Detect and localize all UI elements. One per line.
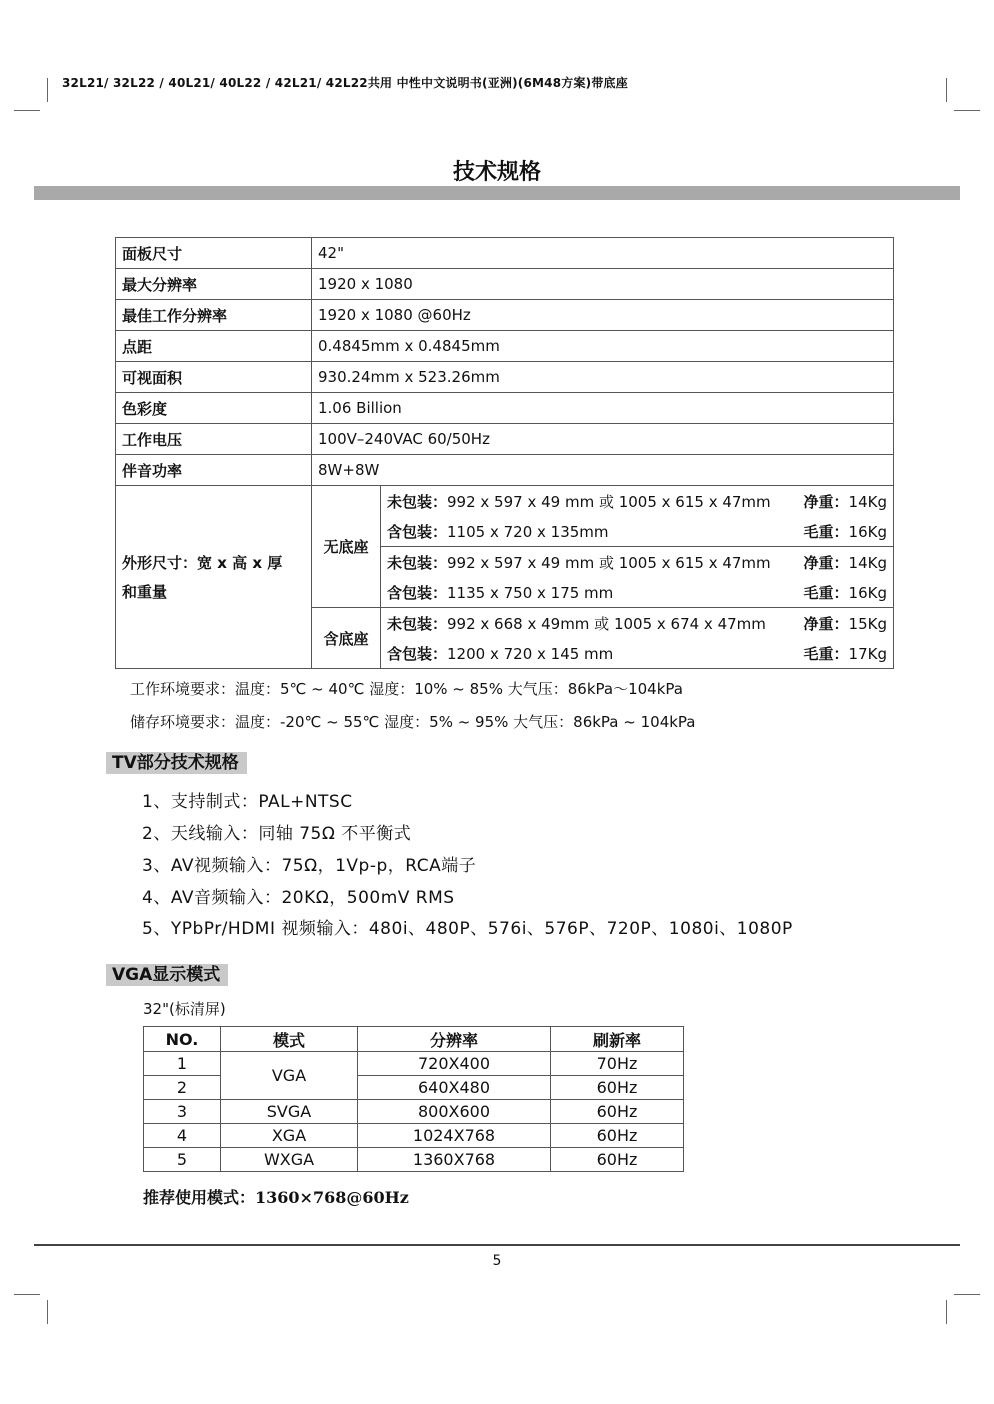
pack-label: 含包装： xyxy=(387,644,448,663)
pack-label: 未包装： xyxy=(387,614,448,633)
mode-resolution: 640X480 xyxy=(358,1076,551,1100)
crop-mark-bottom-left-v xyxy=(47,1300,48,1324)
table-row xyxy=(116,300,894,331)
mode-no: 3 xyxy=(144,1100,221,1124)
table-row xyxy=(116,455,894,486)
size-value: 992 x 597 x 49 mm 或 1005 x 615 x 47mm xyxy=(447,553,771,572)
crop-mark-bottom-right-h xyxy=(954,1294,980,1295)
vga-table xyxy=(143,1026,684,1172)
column-header: NO. xyxy=(144,1027,221,1052)
mode-resolution: 720X400 xyxy=(358,1052,551,1076)
dimension-line xyxy=(381,486,894,517)
column-header: 刷新率 xyxy=(551,1027,684,1052)
spec-label: 伴音功率 xyxy=(116,455,312,486)
table-row xyxy=(116,269,894,300)
dimension-line xyxy=(381,547,894,578)
tv-spec-item: 4、AV音频输入：20KΩ，500mV RMS xyxy=(142,888,455,908)
dimension-line xyxy=(381,577,894,608)
weight-label: 毛重： xyxy=(803,583,849,602)
crop-mark-top-left-v xyxy=(47,78,48,102)
table-row xyxy=(144,1148,684,1172)
tv-section-title: TV部分技术规格 xyxy=(106,752,247,774)
weight-label: 净重： xyxy=(803,553,849,572)
crop-mark-top-left-h xyxy=(14,110,40,111)
spec-value: 42" xyxy=(312,238,894,269)
table-row xyxy=(116,362,894,393)
mode-name: SVGA xyxy=(221,1100,358,1124)
spec-label: 工作电压 xyxy=(116,424,312,455)
vga-section-title: VGA显示模式 xyxy=(106,964,228,986)
spec-value: 0.4845mm x 0.4845mm xyxy=(312,331,894,362)
mode-no: 2 xyxy=(144,1076,221,1100)
group-name: 含底座 xyxy=(312,608,381,669)
weight-label: 毛重： xyxy=(803,522,849,541)
spec-value: 1.06 Billion xyxy=(312,393,894,424)
pack-label: 未包装： xyxy=(387,553,448,572)
spec-value: 1920 x 1080 @60Hz xyxy=(312,300,894,331)
dimension-line xyxy=(381,516,894,547)
dimension-line xyxy=(381,608,894,639)
recommended-mode: 推荐使用模式：1360×768@60Hz xyxy=(143,1188,409,1207)
mode-resolution: 1024X768 xyxy=(358,1124,551,1148)
crop-mark-bottom-right-v xyxy=(946,1300,947,1324)
group-name: 无底座 xyxy=(312,486,381,608)
pack-label: 未包装： xyxy=(387,492,448,511)
weight-value: 14Kg xyxy=(848,492,887,511)
spec-label: 最大分辨率 xyxy=(116,269,312,300)
mode-no: 4 xyxy=(144,1124,221,1148)
table-row xyxy=(116,486,894,517)
tv-spec-item: 1、支持制式：PAL+NTSC xyxy=(142,792,353,812)
column-header: 分辨率 xyxy=(358,1027,551,1052)
table-row xyxy=(116,331,894,362)
weight-value: 14Kg xyxy=(848,553,887,572)
mode-refresh: 60Hz xyxy=(551,1124,684,1148)
size-value: 1200 x 720 x 145 mm xyxy=(447,644,614,663)
size-value: 992 x 597 x 49 mm 或 1005 x 615 x 47mm xyxy=(447,492,771,511)
mode-resolution: 1360X768 xyxy=(358,1148,551,1172)
mode-refresh: 60Hz xyxy=(551,1076,684,1100)
dimensions-label xyxy=(116,486,312,669)
size-value: 1135 x 750 x 175 mm xyxy=(447,583,614,602)
dimensions-label-line1: 外形尺寸：宽 x 高 x 厚 xyxy=(122,554,283,572)
size-value: 1105 x 720 x 135mm xyxy=(447,522,609,541)
dimensions-label-line2: 和重量 xyxy=(122,583,168,601)
mode-no: 5 xyxy=(144,1148,221,1172)
mode-name: XGA xyxy=(221,1124,358,1148)
crop-mark-top-right-v xyxy=(946,78,947,102)
title-divider-bar xyxy=(34,186,960,200)
storage-environment: 储存环境要求：温度：-20℃ ~ 55℃ 湿度：5% ~ 95% 大气压：86kPa ~ 104kPa xyxy=(130,713,696,731)
weight-value: 16Kg xyxy=(848,583,887,602)
dimension-line xyxy=(381,638,894,669)
mode-refresh: 60Hz xyxy=(551,1100,684,1124)
mode-refresh: 70Hz xyxy=(551,1052,684,1076)
weight-value: 15Kg xyxy=(848,614,887,633)
mode-resolution: 800X600 xyxy=(358,1100,551,1124)
table-header-row xyxy=(144,1027,684,1052)
spec-label: 可视面积 xyxy=(116,362,312,393)
spec-value: 1920 x 1080 xyxy=(312,269,894,300)
crop-mark-bottom-left-h xyxy=(14,1294,40,1295)
spec-label: 色彩度 xyxy=(116,393,312,424)
weight-value: 17Kg xyxy=(848,644,887,663)
spec-label: 面板尺寸 xyxy=(116,238,312,269)
page-number: 5 xyxy=(492,1253,502,1269)
spec-label: 点距 xyxy=(116,331,312,362)
table-row xyxy=(116,393,894,424)
pack-label: 含包装： xyxy=(387,522,448,541)
weight-value: 16Kg xyxy=(848,522,887,541)
tv-spec-item: 2、天线输入：同轴 75Ω 不平衡式 xyxy=(142,824,412,844)
document-header: 32L21/ 32L22 / 40L21/ 40L22 / 42L21/ 42L22共用 中性中文说明书(亚洲)(6M48方案)带底座 xyxy=(62,76,628,90)
footer-divider xyxy=(34,1244,960,1246)
crop-mark-top-right-h xyxy=(954,110,980,111)
column-header: 模式 xyxy=(221,1027,358,1052)
tv-spec-item: 5、YPbPr/HDMI 视频输入：480i、480P、576i、576P、720P、1080i、1080P xyxy=(142,919,793,939)
spec-label: 最佳工作分辨率 xyxy=(116,300,312,331)
mode-no: 1 xyxy=(144,1052,221,1076)
pack-label: 含包装： xyxy=(387,583,448,602)
table-row xyxy=(116,424,894,455)
table-row xyxy=(144,1124,684,1148)
size-value: 992 x 668 x 49mm 或 1005 x 674 x 47mm xyxy=(447,614,766,633)
table-row xyxy=(144,1052,684,1076)
mode-refresh: 60Hz xyxy=(551,1148,684,1172)
weight-label: 净重： xyxy=(803,492,849,511)
spec-value: 930.24mm x 523.26mm xyxy=(312,362,894,393)
operating-environment: 工作环境要求：温度：5℃ ~ 40℃ 湿度：10% ~ 85% 大气压：86kPa～104kPa xyxy=(130,680,683,698)
mode-name: WXGA xyxy=(221,1148,358,1172)
spec-value: 8W+8W xyxy=(312,455,894,486)
tv-spec-item: 3、AV视频输入：75Ω，1Vp-p，RCA端子 xyxy=(142,856,477,876)
mode-name: VGA xyxy=(221,1052,358,1100)
weight-label: 净重： xyxy=(803,614,849,633)
page-title: 技术规格 xyxy=(452,160,541,185)
table-row xyxy=(144,1100,684,1124)
spec-table xyxy=(115,237,894,669)
vga-subtitle: 32"(标清屏) xyxy=(143,1000,226,1018)
spec-value: 100V–240VAC 60/50Hz xyxy=(312,424,894,455)
weight-label: 毛重： xyxy=(803,644,849,663)
table-row xyxy=(116,238,894,269)
